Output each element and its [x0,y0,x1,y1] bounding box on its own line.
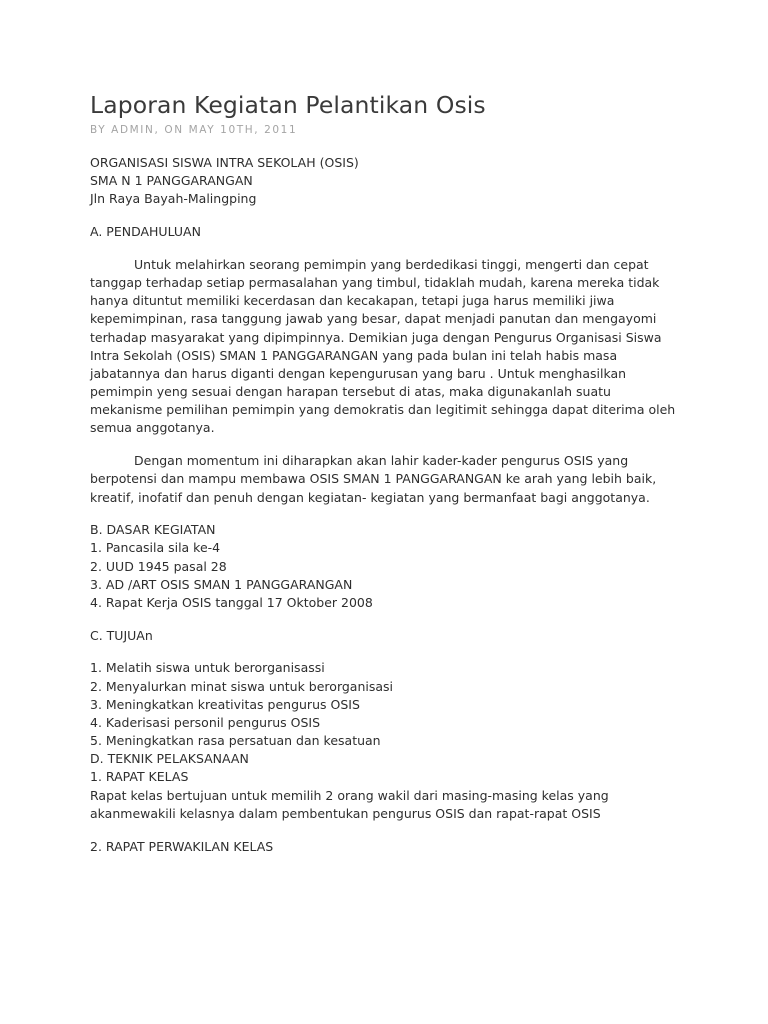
list-item: 2. Menyalurkan minat siswa untuk berorganisasi [90,678,394,694]
paragraph-line: pemimpin yeng sesuai dengan harapan tersebut di atas, maka digunakanlah suatu [90,384,611,400]
list-item: 4. Rapat Kerja OSIS tanggal 17 Oktober 2008 [90,594,373,610]
section-heading: D. TEKNIK PELAKSANAAN [90,751,249,767]
paragraph-line: berpotensi dan mampu membawa OSIS SMAN 1 PANGGARANGAN ke arah yang lebih baik, [90,471,657,487]
header-line: Jln Raya Bayah-Malingping [90,191,257,207]
paragraph-line: semua anggotanya. [90,420,215,436]
section-heading: B. DASAR KEGIATAN [90,522,216,538]
paragraph-line: Dengan momentum ini diharapkan akan lahir kader-kader pengurus OSIS yang [134,453,629,469]
document-body [90,154,690,856]
paragraph-line: tanggap terhadap setiap permasalahan yang timbul, tidaklah mudah, karena mereka tidak [90,274,660,290]
byline: BY ADMIN, ON MAY 10TH, 2011 [90,124,298,136]
paragraph-line: mekanisme pemilihan pemimpin yang demokratis dan legitimit sehingga dapat diterima oleh [90,402,676,418]
list-item: 3. AD /ART OSIS SMAN 1 PANGGARANGAN [90,576,353,592]
list-item: 1. Melatih siswa untuk berorganisassi [90,660,325,676]
list-item: 1. Pancasila sila ke-4 [90,540,221,556]
paragraph-line: hanya dituntut memiliki kecerdasan dan kecakapan, tetapi juga harus memiliki jiwa [90,293,615,309]
list-item: 4. Kaderisasi personil pengurus OSIS [90,714,321,730]
paragraph-line: Rapat kelas bertujuan untuk memilih 2 orang wakil dari masing-masing kelas yang [90,787,609,803]
document-page [90,88,690,856]
section-heading: C. TUJUAn [90,627,153,643]
paragraph-line: terhadap masyarakat yang dipimpinnya. Demikian juga dengan Pengurus Organisasi Siswa [90,329,662,345]
paragraph-line: Untuk melahirkan seorang pemimpin yang berdedikasi tinggi, mengerti dan cepat [134,256,649,272]
list-item: 2. RAPAT PERWAKILAN KELAS [90,838,274,854]
paragraph-line: jabatannya dan harus diganti dengan kepengurusan yang baru . Untuk menghasilkan [90,365,627,381]
paragraph-line: kepemimpinan, rasa tanggung jawab yang besar, dapat menjadi panutan dan mengayomi [90,311,657,327]
header-line: ORGANISASI SISWA INTRA SEKOLAH (OSIS) [90,155,359,170]
list-item: 2. UUD 1945 pasal 28 [90,558,227,574]
list-item: 3. Meningkatkan kreativitas pengurus OSIS [90,696,360,712]
page-title: Laporan Kegiatan Pelantikan Osis [90,91,486,119]
paragraph-line: Intra Sekolah (OSIS) SMAN 1 PANGGARANGAN yang pada bulan ini telah habis masa [90,347,618,363]
list-item: 5. Meningkatkan rasa persatuan dan kesatuan [90,733,381,749]
section-heading: A. PENDAHULUAN [90,224,201,240]
paragraph-line: akanmewakili kelasnya dalam pembentukan pengurus OSIS dan rapat-rapat OSIS [90,805,601,821]
paragraph-line: kreatif, inofatif dan penuh dengan kegiatan- kegiatan yang bermanfaat bagi anggotanya. [90,489,650,505]
header-line: SMA N 1 PANGGARANGAN [90,173,253,189]
list-item: 1. RAPAT KELAS [90,769,189,785]
